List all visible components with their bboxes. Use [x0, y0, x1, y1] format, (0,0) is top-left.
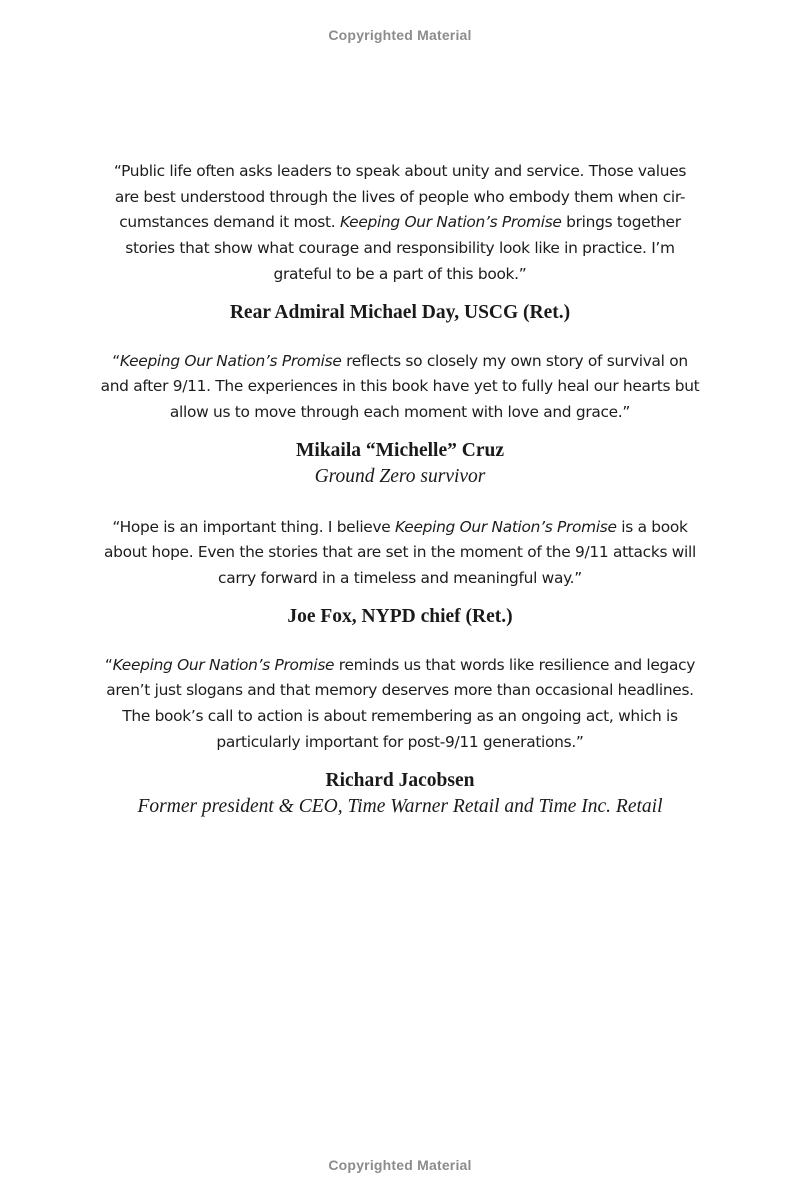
book-title: Keeping Our Nation’s Promise: [112, 655, 335, 674]
endorser-name: Mikaila “Michelle” Cruz: [296, 439, 504, 461]
endorsement-attribution: [100, 604, 700, 630]
endorsement-jacobsen: [100, 653, 700, 820]
endorsement-attribution: [100, 768, 700, 820]
endorsement-quote: [100, 159, 700, 288]
endorsement-day: [100, 159, 700, 326]
endorsement-cruz: [100, 349, 700, 490]
quote-text-start: “Hope is an important thing. I believe: [112, 517, 396, 536]
endorsement-attribution: [100, 438, 700, 490]
endorsement-quote: [100, 515, 700, 592]
endorsements-page: [100, 159, 700, 836]
quote-text-end: reminds us that words like resilience and legacy aren’t just slogans and that memory deserves more than occasional headlines. The book’s call to action is about remembering as an ongoing act, which is particularly important for post-9/11 generations.”: [106, 655, 696, 751]
quote-text-start: “Public life often asks leaders to speak about unity and service. Those values are best understood through the lives of people who embody them when cir-cumstances demand it most.: [113, 162, 687, 232]
endorsement-attribution: [100, 300, 700, 326]
endorsement-quote: [100, 349, 700, 426]
endorser-name: Rear Admiral Michael Day, USCG (Ret.): [229, 301, 571, 323]
quote-text-start: “: [112, 351, 120, 370]
quote-text-start: “: [104, 655, 113, 674]
endorsement-fox: [100, 515, 700, 630]
endorser-name: Richard Jacobsen: [325, 769, 475, 791]
quote-text-end: is a book about hope. Even the stories that are set in the moment of the 9/11 attacks will carry forward in a timeless and meaningful way.”: [104, 517, 696, 588]
endorser-role: Ground Zero survivor: [314, 465, 486, 487]
quote-text-end: brings together stories that show what courage and responsibility look like in practice. I’m grateful to be a part of this book.”: [125, 213, 681, 283]
endorser-role: Former president & CEO, Time Warner Retail and Time Inc. Retail: [137, 795, 663, 817]
endorsement-quote: [100, 653, 700, 756]
endorser-name: Joe Fox, NYPD chief (Ret.): [287, 605, 513, 627]
copyright-watermark-top: Copyrighted Material: [328, 27, 472, 43]
quote-text-end: reflects so closely my own story of survival on and after 9/11. The experiences in this book have yet to fully heal our hearts but allow us to move through each moment with love and grace.”: [100, 351, 700, 421]
book-title: Keeping Our Nation’s Promise: [119, 351, 342, 370]
book-title: Keeping Our Nation’s Promise: [395, 517, 617, 536]
copyright-watermark-bottom: Copyrighted Material: [328, 1157, 472, 1173]
book-title: Keeping Our Nation’s Promise: [339, 213, 562, 232]
